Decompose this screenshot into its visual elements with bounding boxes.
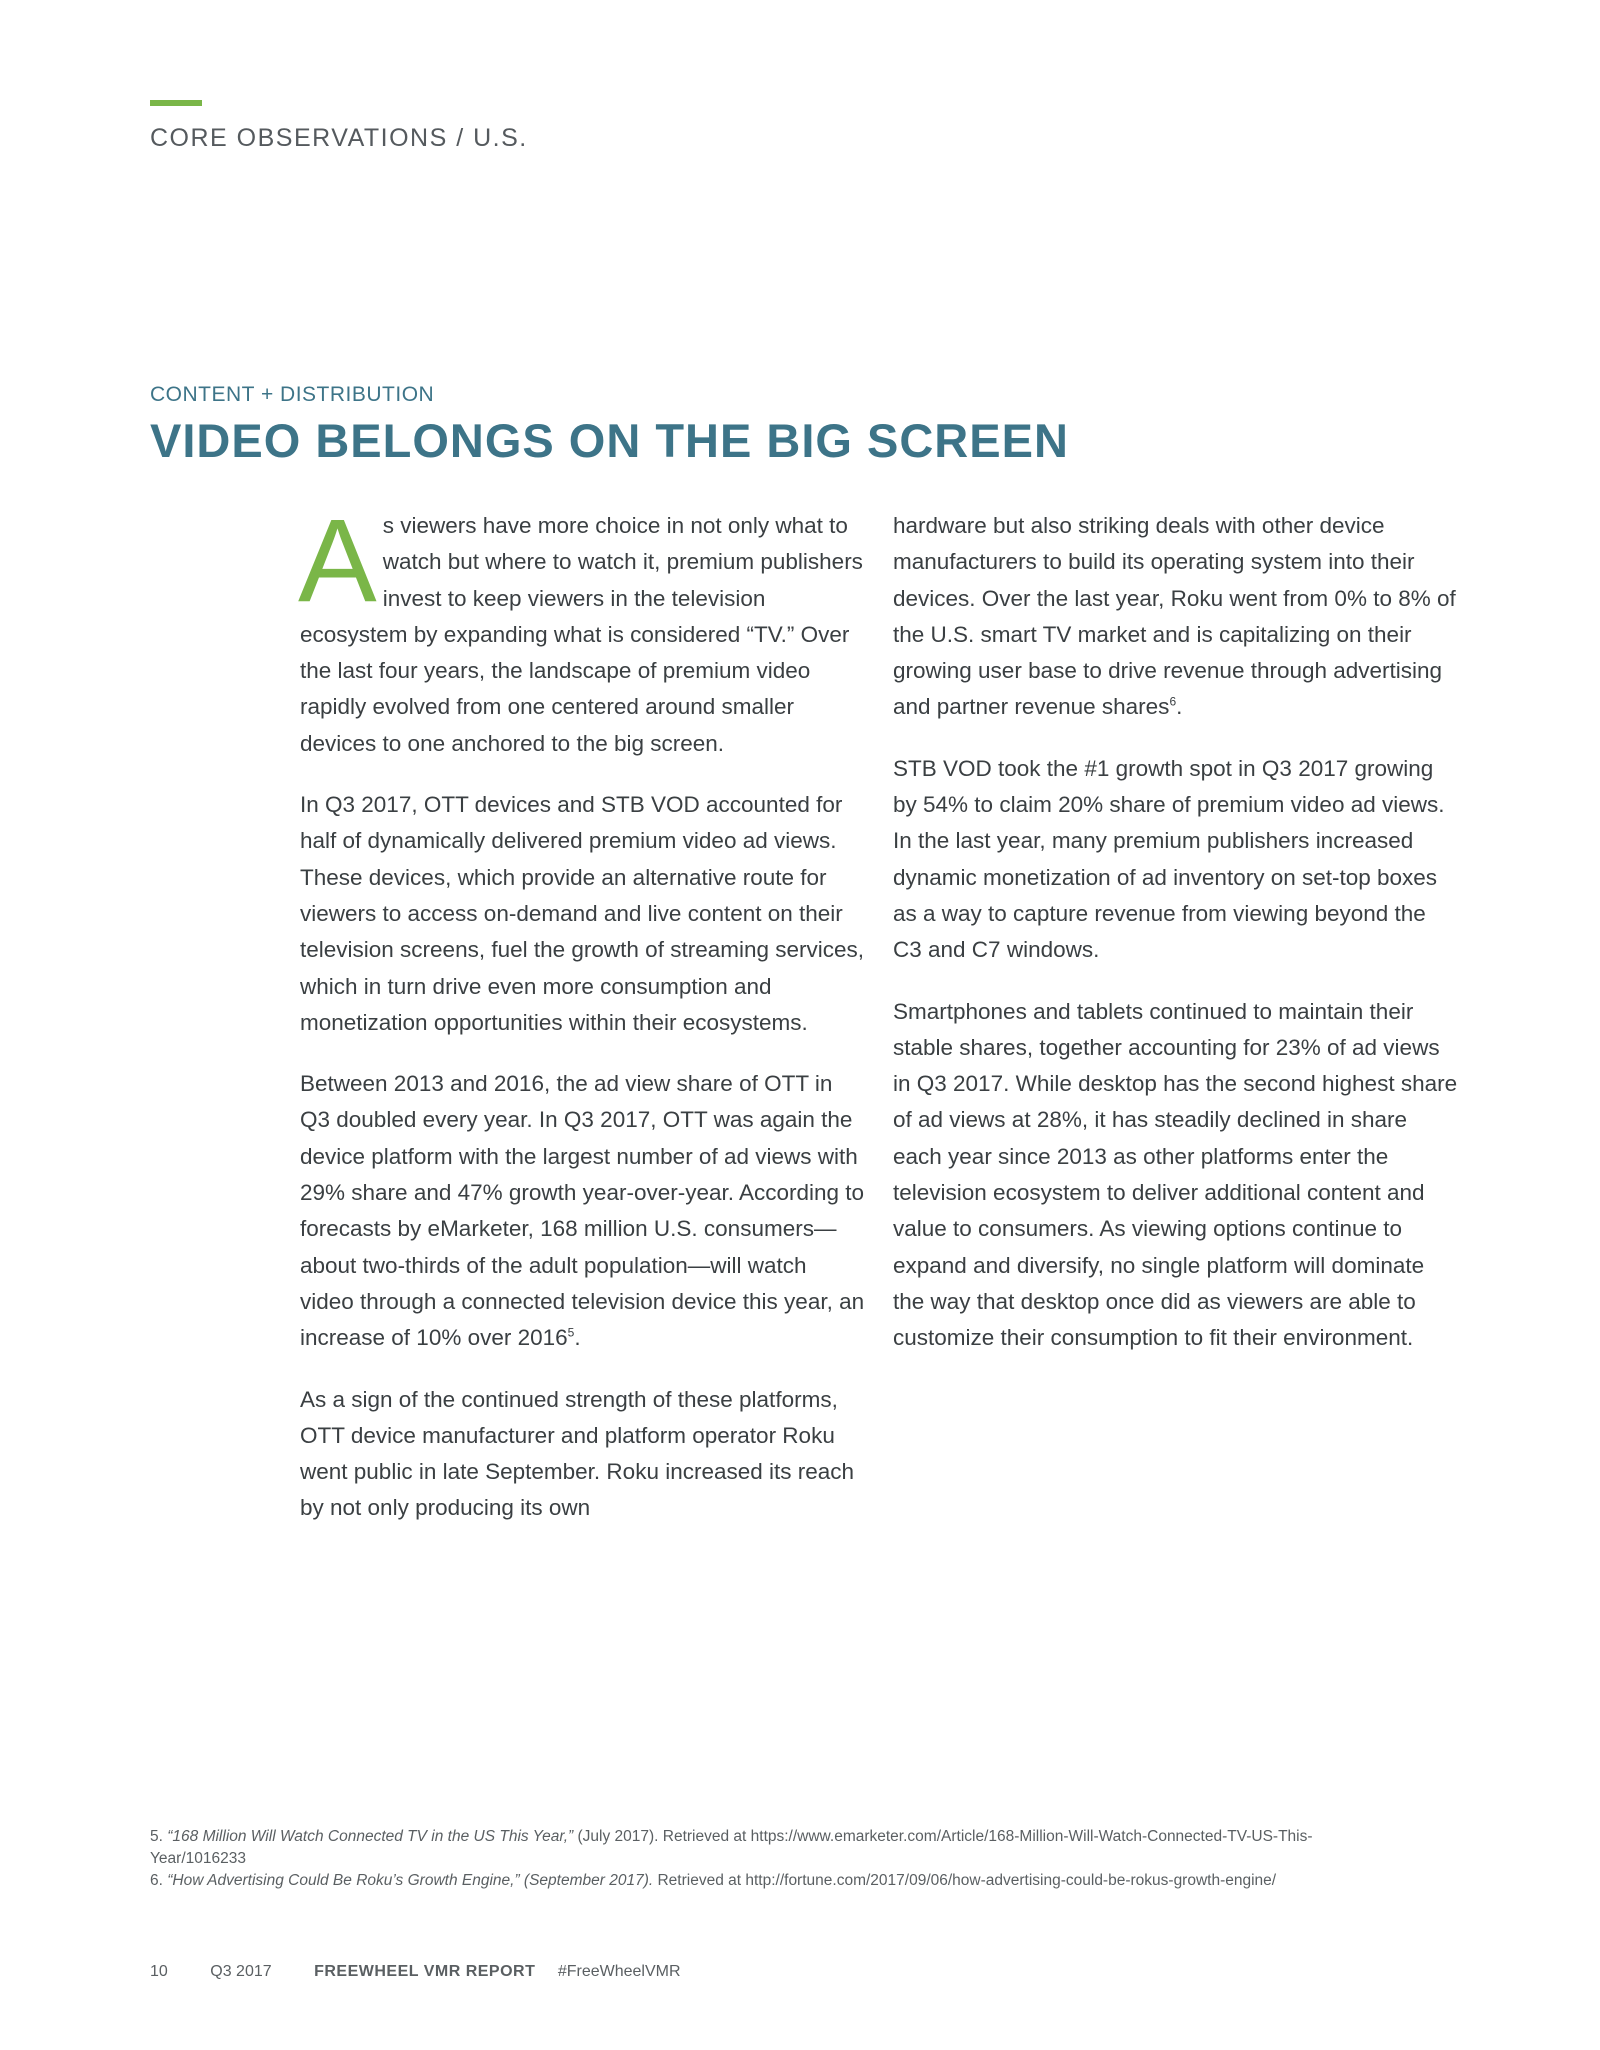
footnotes [150, 1826, 1330, 1892]
report-period: Q3 2017 [210, 1963, 272, 1980]
footnote [150, 1826, 1330, 1870]
paragraph: Smartphones and tablets continued to maintain their stable shares, together accounting for 23% of ad views in Q3 2017. While desktop has the second highest share of ad views at 28%, it has steadily declined in share each year since 2013 as other platforms enter the television ecosystem to deliver additional content and value to consumers. As viewing options continue to expand and diversify, no single platform will dominate the way that desktop once did as viewers are able to customize their consumption to fit their environment. [893, 998, 1458, 1351]
right-column [893, 508, 1458, 1382]
paragraph-text: hardware but also striking deals with other device manufacturers to build its operating system into their devices. Over the last year, Roku went from 0% to 8% of the U.S. smart TV market and is capitalizing on their growing user base to drive revenue through advertising and partner revenue shares [893, 513, 1456, 720]
paragraph: STB VOD took the #1 growth spot in Q3 2017 growing by 54% to claim 20% share of premium video ad views. In the last year, many premium publishers increased dynamic monetization of ad inventory on set-top boxes as a way to capture revenue from viewing beyond the C3 and C7 windows. [893, 755, 1445, 963]
paragraph-text: Between 2013 and 2016, the ad view share of OTT in Q3 doubled every year. In Q3 2017, OTT was again the device platform with the largest number of ad views with 29% share and 47% growth year-over-year. According to forecasts by eMarketer, 168 million U.S. consumers—about two-thirds of the adult population—will watch video through a connected television device this year, an increase of 10% over 2016 [300, 1071, 865, 1351]
hashtag: #FreeWheelVMR [557, 1963, 681, 1980]
drop-cap: A [298, 495, 377, 627]
report-title: FREEWHEEL VMR REPORT [314, 1963, 536, 1980]
paragraph: As a sign of the continued strength of these platforms, OTT device manufacturer and platform operator Roku went public in late September. Roku increased its reach by not only producing its own [300, 1386, 855, 1521]
footnote-number: 6. [150, 1872, 163, 1889]
footnote-date: (July 2017). [577, 1828, 659, 1845]
footnote-link[interactable]: Retrieved at https://www.emarketer.com/Article/168-Million-Will-Watch-Connected-TV-US-This-Year/1016233 [150, 1828, 1313, 1867]
footnote-title: “How Advertising Could Be Roku’s Growth Engine,” [167, 1872, 520, 1889]
footnote-number: 5. [150, 1828, 163, 1845]
section-header: CORE OBSERVATIONS / U.S. [150, 124, 528, 152]
footnote [150, 1870, 1330, 1892]
footnote-title: “168 Million Will Watch Connected TV in the US This Year,” [167, 1828, 574, 1845]
page-number: 10 [150, 1963, 168, 1980]
footnote-date: (September 2017). [523, 1872, 654, 1889]
footnote-ref[interactable]: 5 [567, 1325, 575, 1340]
footnote-ref[interactable]: 6 [1169, 694, 1177, 709]
paragraph: Between 2013 and 2016, the ad view share of OTT in Q3 doubled every year. In Q3 2017, OTT was again the device platform with the largest number of ad views with 29% share and 47% growth year-over-year. According to forecasts by eMarketer, 168 million U.S. consumers—about two-thirds of the adult population—will watch video through a connected television device this year, an increase of 10% over 2016$^5$. [300, 1071, 865, 1351]
accent-rule [150, 100, 202, 106]
paragraph: In Q3 2017, OTT devices and STB VOD accounted for half of dynamically delivered premium video ad views. These devices, which provide an alternative route for viewers to access on-demand and live content on their television screens, fuel the growth of streaming services, which in turn drive even more consumption and monetization opportunities within their ecosystems. [300, 792, 865, 1035]
left-column [298, 495, 865, 1552]
article-headline: VIDEO BELONGS ON THE BIG SCREEN [150, 414, 1069, 467]
paragraph: hardware but also striking deals with other device manufacturers to build its operating system into their devices. Over the last year, Roku went from 0% to 8% of the U.S. smart TV market and is capitalizing on their growing user base to drive revenue through advertising and partner revenue shares$^6$. [893, 513, 1456, 720]
page-footer [150, 1963, 719, 1981]
paragraph-intro [298, 495, 865, 762]
article-eyebrow: CONTENT + DISTRIBUTION [150, 383, 435, 406]
paragraph-text: s viewers have more choice in not only what to watch but where to watch it, premium publishers invest to keep viewers in the television ecosystem by expanding what is considered “TV.” Over the last four years, the landscape of premium video rapidly evolved from one centered around smaller devices to one anchored to the big screen. [300, 513, 863, 756]
footnote-link[interactable]: Retrieved at http://fortune.com/2017/09/06/how-advertising-could-be-rokus-growth-engine/ [657, 1872, 1277, 1889]
